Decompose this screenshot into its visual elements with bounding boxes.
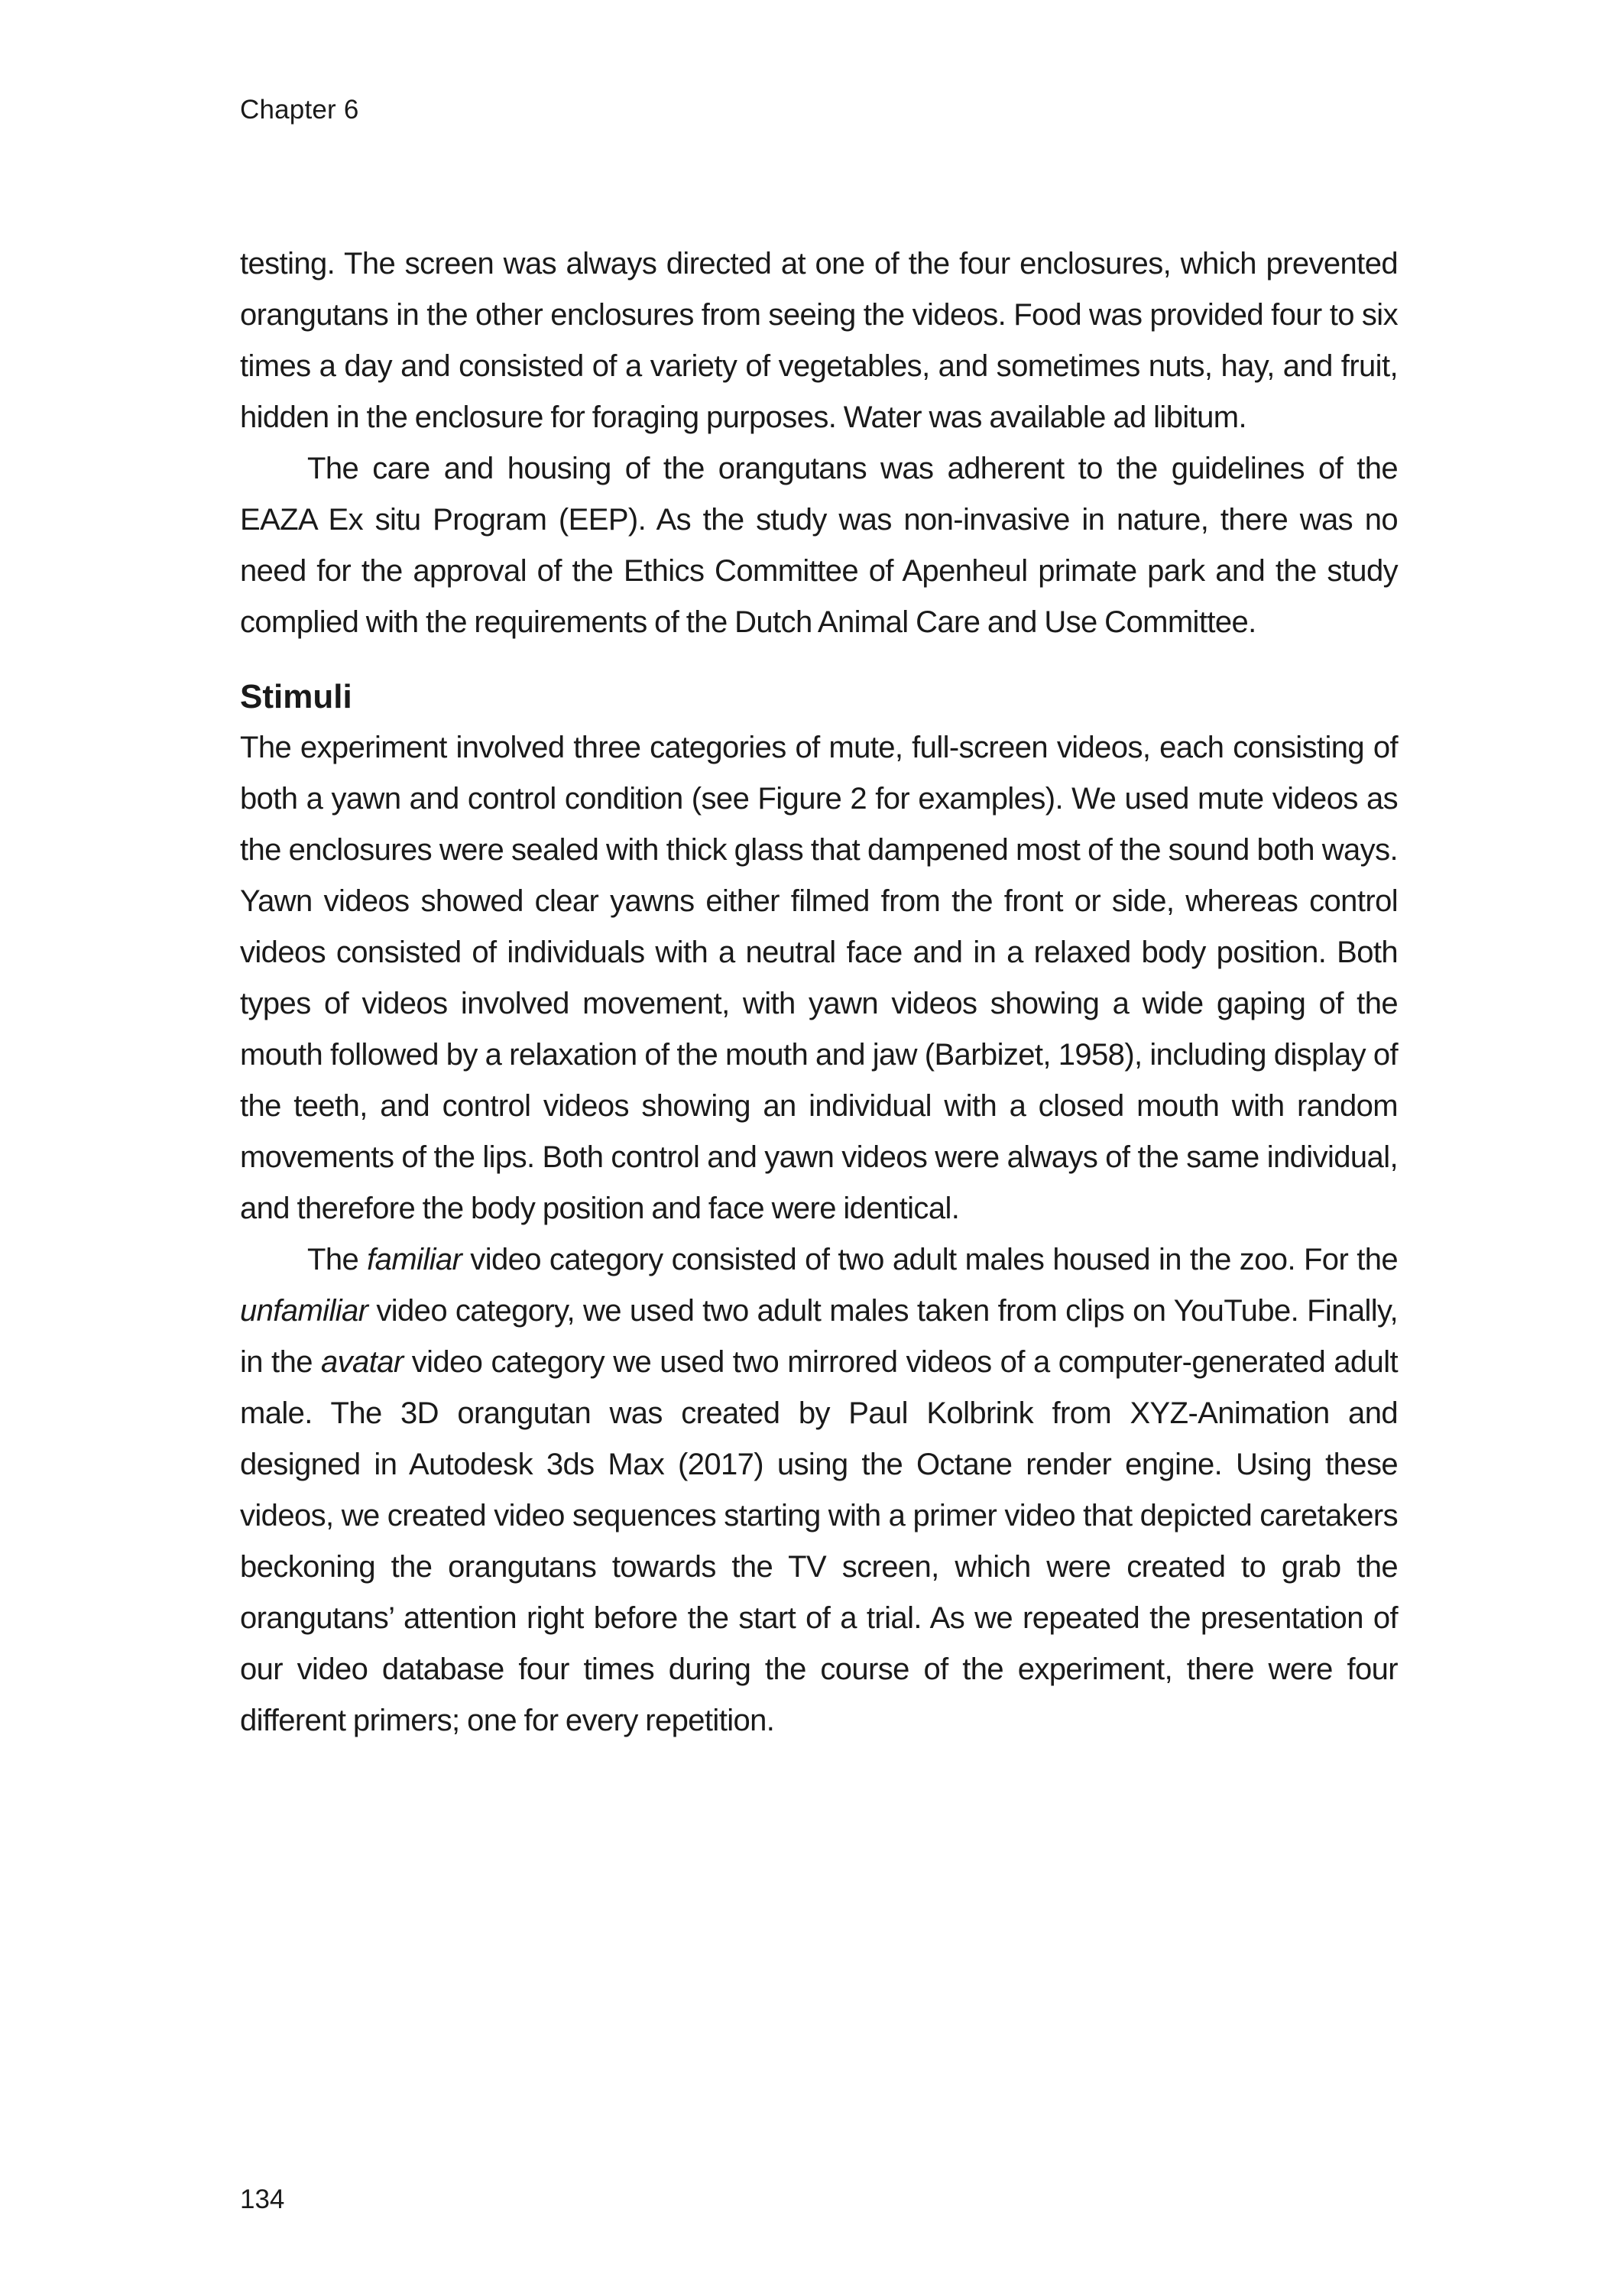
text-run: The xyxy=(307,1243,368,1276)
italic-term-familiar: familiar xyxy=(367,1243,462,1276)
paragraph: testing. The screen was always directed at one of the four enclosures, which prevented orangutans in the other enclosures from seeing the videos. Food was provided four to six times a day and consisted of a variety of vegetables, and sometimes nuts, hay, and fruit, hidden in the enclosure for foraging purposes. Water was available ad libitum. xyxy=(240,247,1398,434)
italic-term-avatar: avatar xyxy=(321,1345,404,1379)
paragraph: The care and housing of the orangutans was adherent to the guidelines of the EAZA Ex situ Program (EEP). As the study was non-invasive in nature, there was no need for the approval of the Ethics Committee of Apenheul primate park and the study complied with the requirements of the Dutch Animal Care and Use Committee. xyxy=(240,452,1398,639)
paragraph: The experiment involved three categories of mute, full-screen videos, each consisting of both a yawn and control condition (see Figure 2 for examples). We used mute videos as the enclosures were sealed with thick glass that dampened most of the sound both ways. Yawn videos showed clear yawns either filmed from the front or side, whereas control videos consisted of individuals with a neutral face and in a relaxed body position. Both types of videos involved movement, with yawn videos showing a wide gaping of the mouth followed by a relaxation of the mouth and jaw (Barbizet, 1958), including display of the teeth, and control videos showing an individual with a closed mouth with random movements of the lips. Both control and yawn videos were always of the same individual, and therefore the body position and face were identical. xyxy=(240,731,1398,1225)
text-run: video category, we used two adult males taken from clips on YouTube. Finally, in the xyxy=(240,1294,1398,1379)
italic-term-unfamiliar: unfamiliar xyxy=(240,1294,368,1328)
running-head: Chapter 6 xyxy=(240,95,359,125)
body-text xyxy=(240,238,1398,1747)
page-number: 134 xyxy=(240,2184,285,2214)
text-run: video category we used two mirrored videos of a computer-generated adult male. The 3D orangutan was created by Paul Kolbrink from XYZ-Animation and designed in Autodesk 3ds Max (2017) using the Octane render engine. Using these videos, we created video sequences starting with a primer video that depicted caretakers beckoning the orangutans towards the TV screen, which were created to grab the orangutans’ attention right before the start of a trial. As we repeated the presentation of our video database four times during the course of the experiment, there were four different primers; one for every repetition. xyxy=(240,1345,1399,1737)
section-heading-stimuli: Stimuli xyxy=(240,678,352,715)
paragraph xyxy=(240,1234,1398,1747)
text-run: video category consisted of two adult males housed in the zoo. For the xyxy=(462,1243,1399,1276)
